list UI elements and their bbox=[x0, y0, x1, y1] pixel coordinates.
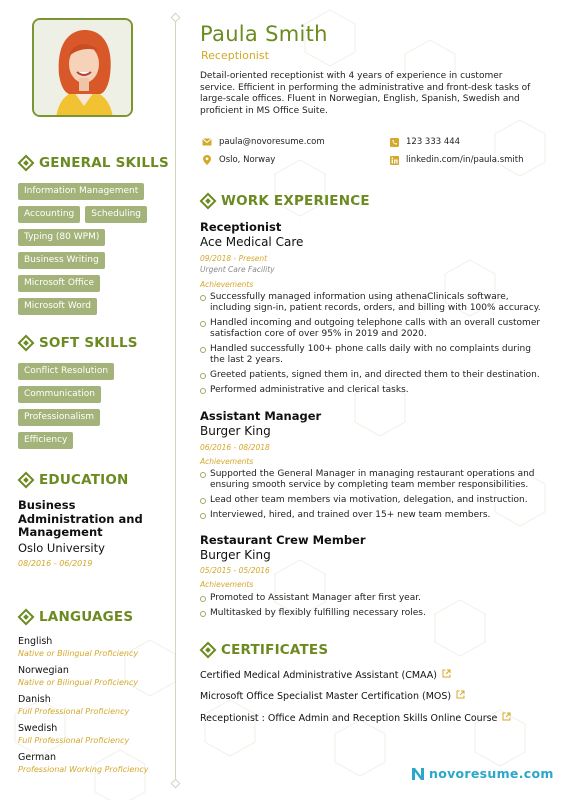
achievement-item: Greeted patients, signed them in, and directed them to their destination. bbox=[200, 370, 542, 381]
novoresume-logo-icon bbox=[411, 767, 425, 781]
diamond-icon bbox=[18, 155, 35, 172]
education-date: 08/2016 - 06/2019 bbox=[18, 559, 93, 568]
education-degree: Business Administration and Management bbox=[18, 498, 143, 539]
skill-tag: Communication bbox=[18, 386, 101, 403]
achievement-item: Multitasked by flexibly fulfilling necessary roles. bbox=[200, 608, 542, 619]
map-pin-icon bbox=[202, 155, 212, 165]
soft-skills-title: SOFT SKILLS bbox=[39, 335, 138, 351]
contact-email[interactable] bbox=[202, 137, 325, 147]
candidate-role: Receptionist bbox=[201, 49, 269, 62]
job-company: Burger King bbox=[200, 548, 271, 562]
achievement-item: Handled incoming and outgoing telephone calls with an overall customer satisfaction core of over 95% in 2019 and 2020. bbox=[200, 318, 542, 340]
skill-tag: Microsoft Word bbox=[18, 298, 97, 315]
skill-tag: Microsoft Office bbox=[18, 275, 100, 292]
contact-email-text: paula@novoresume.com bbox=[219, 137, 325, 147]
certificate-item[interactable] bbox=[200, 712, 511, 724]
language-item bbox=[18, 665, 168, 688]
certificate-item[interactable] bbox=[200, 690, 465, 702]
achievement-item: Handled successfully 100+ phone calls daily with no complaints during the last 2 years. bbox=[200, 344, 542, 366]
skill-tag: Conflict Resolution bbox=[18, 363, 114, 380]
languages-title: LANGUAGES bbox=[39, 609, 134, 625]
certificate-name: Receptionist : Office Admin and Reception Skills Online Course bbox=[200, 712, 498, 724]
brand-text: novoresume.com bbox=[429, 766, 554, 781]
envelope-icon bbox=[202, 137, 212, 147]
job-achievements bbox=[200, 292, 542, 400]
general-skills-title: GENERAL SKILLS bbox=[39, 155, 169, 171]
achievement-item: Supported the General Manager in managing restaurant operations and ensuring smooth service by completing team member responsibilities. bbox=[200, 469, 542, 491]
job-date: 05/2015 - 05/2016 bbox=[200, 566, 270, 575]
achievement-item: Successfully managed information using athenaClinicals software, including sign-in, patient records, orders, and billing with 100% accuracy. bbox=[200, 292, 542, 314]
achievement-item: Promoted to Assistant Manager after first year. bbox=[200, 593, 542, 604]
job-achievements bbox=[200, 469, 542, 525]
language-level: Full Professional Proficiency bbox=[18, 736, 130, 745]
achievements-label: Achievements bbox=[200, 457, 254, 466]
achievement-item: Lead other team members via motivation, delegation, and instruction. bbox=[200, 495, 542, 506]
diamond-icon bbox=[18, 472, 35, 489]
job-title: Receptionist bbox=[200, 220, 282, 234]
language-level: Native or Bilingual Proficiency bbox=[18, 649, 139, 658]
language-name: German bbox=[18, 752, 57, 763]
timeline-diamond bbox=[171, 779, 181, 789]
skill-tag: Typing (80 WPM) bbox=[18, 229, 105, 246]
language-level: Native or Bilingual Proficiency bbox=[18, 678, 139, 687]
external-link-icon[interactable] bbox=[442, 669, 451, 681]
certificate-name: Microsoft Office Specialist Master Certification (MOS) bbox=[200, 690, 452, 702]
soft-skills-heading bbox=[20, 335, 138, 351]
job-date: 09/2018 - Present bbox=[200, 254, 268, 263]
general-skills-heading bbox=[20, 155, 169, 171]
diamond-icon bbox=[200, 642, 217, 659]
language-name: English bbox=[18, 636, 53, 647]
profile-photo bbox=[32, 18, 133, 117]
work-experience-title: WORK EXPERIENCE bbox=[221, 193, 370, 209]
diamond-icon bbox=[18, 335, 35, 352]
novoresume-brand[interactable] bbox=[411, 766, 554, 781]
language-name: Swedish bbox=[18, 723, 58, 734]
external-link-icon[interactable] bbox=[502, 712, 511, 724]
achievement-item: Performed administrative and clerical tasks. bbox=[200, 385, 542, 396]
achievement-item: Interviewed, hired, and trained over 15+ new team members. bbox=[200, 510, 542, 521]
language-item bbox=[18, 694, 168, 717]
contact-linkedin[interactable] bbox=[389, 155, 524, 165]
timeline-divider bbox=[175, 16, 176, 786]
candidate-name: Paula Smith bbox=[200, 22, 328, 46]
certificate-item[interactable] bbox=[200, 669, 451, 681]
diamond-icon bbox=[18, 609, 35, 626]
achievements-label: Achievements bbox=[200, 280, 254, 289]
work-experience-heading bbox=[202, 193, 370, 209]
job-date: 06/2016 - 08/2018 bbox=[200, 443, 270, 452]
language-item bbox=[18, 723, 168, 746]
job-achievements bbox=[200, 593, 542, 623]
job-subtitle: Urgent Care Facility bbox=[200, 265, 275, 274]
external-link-icon[interactable] bbox=[456, 690, 465, 702]
language-item bbox=[18, 636, 168, 659]
achievements-label: Achievements bbox=[200, 580, 254, 589]
language-item bbox=[18, 752, 168, 775]
certificate-name: Certified Medical Administrative Assistant (CMAA) bbox=[200, 669, 438, 681]
profile-photo-illustration bbox=[34, 20, 133, 117]
education-school: Oslo University bbox=[18, 541, 105, 555]
skill-tag: Business Writing bbox=[18, 252, 105, 269]
languages-heading bbox=[20, 609, 133, 625]
education-heading bbox=[20, 472, 129, 488]
linkedin-icon bbox=[389, 155, 399, 165]
language-name: Norwegian bbox=[18, 665, 69, 676]
soft-skills-list bbox=[18, 363, 138, 449]
contact-linkedin-text: linkedin.com/in/paula.smith bbox=[406, 155, 524, 165]
general-skills-list bbox=[18, 183, 163, 315]
skill-tag: Efficiency bbox=[18, 432, 73, 449]
contact-phone[interactable] bbox=[389, 137, 460, 147]
timeline-diamond bbox=[171, 13, 181, 23]
languages-list bbox=[18, 636, 168, 781]
language-name: Danish bbox=[18, 694, 51, 705]
education-title: EDUCATION bbox=[39, 472, 129, 488]
phone-icon bbox=[389, 137, 399, 147]
diamond-icon bbox=[200, 193, 217, 210]
job-title: Restaurant Crew Member bbox=[200, 533, 366, 547]
job-company: Ace Medical Care bbox=[200, 235, 304, 249]
certificates-heading bbox=[202, 642, 328, 658]
language-level: Professional Working Proficiency bbox=[18, 765, 149, 774]
skill-tag: Information Management bbox=[18, 183, 144, 200]
job-title: Assistant Manager bbox=[200, 409, 322, 423]
contact-phone-text: 123 333 444 bbox=[406, 137, 461, 147]
contact-location bbox=[202, 155, 275, 165]
skill-tag: Accounting bbox=[18, 206, 80, 223]
skill-tag: Professionalism bbox=[18, 409, 100, 426]
job-company: Burger King bbox=[200, 424, 271, 438]
language-level: Full Professional Proficiency bbox=[18, 707, 130, 716]
profile-summary: Detail-oriented receptionist with 4 years of experience in customer service. Efficient in performing the administrative and front-desk tasks of large-scale offices. Fluent in Norwegian, English, Spanish, Swedish and proficient in MS Office Suite. bbox=[200, 71, 531, 116]
certificates-title: CERTIFICATES bbox=[221, 642, 329, 658]
skill-tag: Scheduling bbox=[85, 206, 147, 223]
contact-location-text: Oslo, Norway bbox=[219, 155, 276, 165]
